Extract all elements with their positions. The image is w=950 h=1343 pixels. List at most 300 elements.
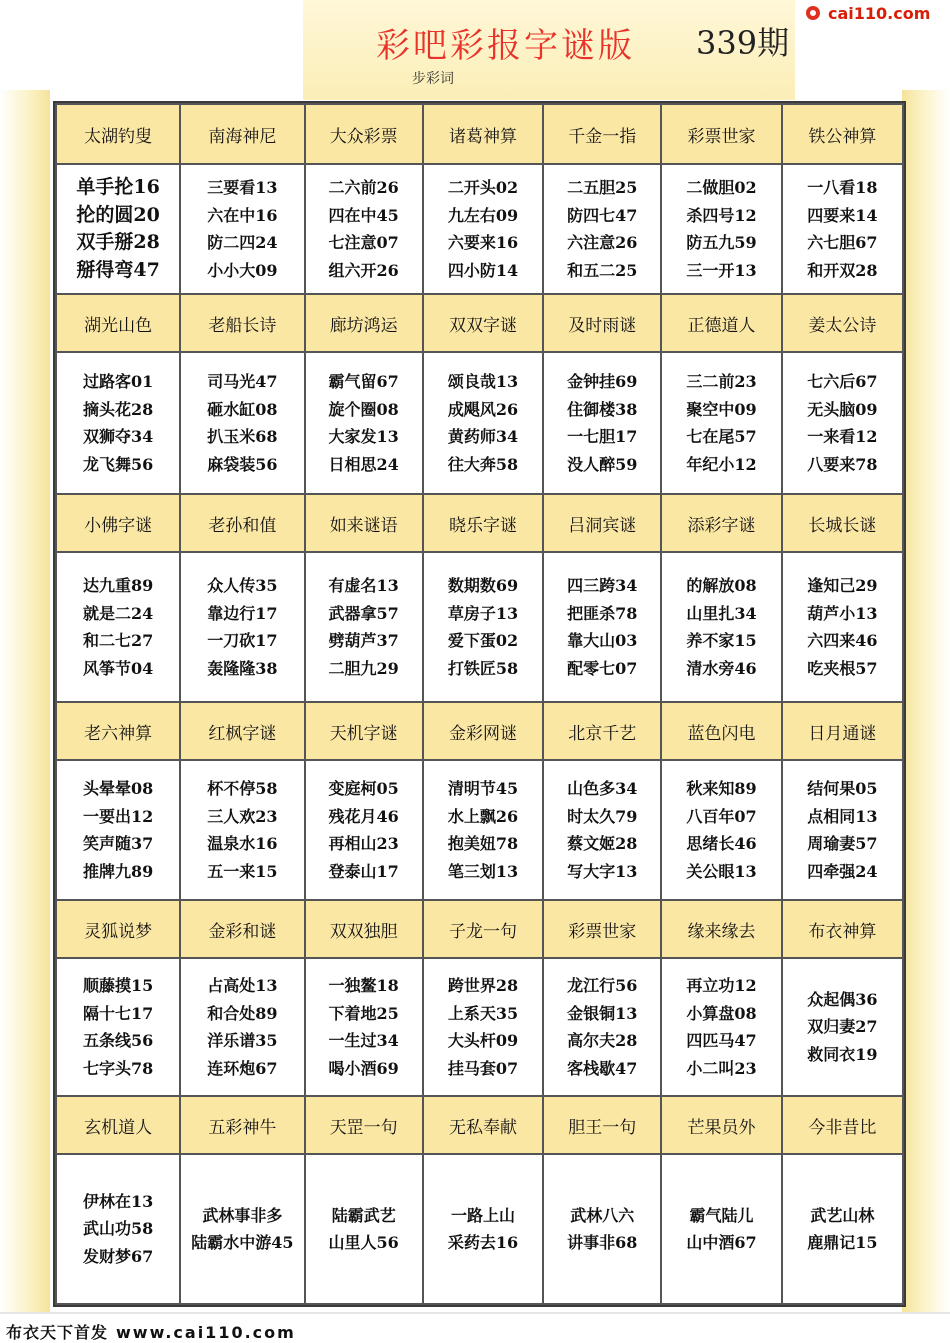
column-author-header: 南海神尼	[180, 104, 304, 164]
riddle-line: 四三跨34	[567, 576, 638, 595]
issue-number: 339期	[696, 24, 790, 62]
riddle-lines	[424, 174, 542, 284]
riddle-line: 小小大09	[207, 260, 278, 280]
column-author-header: 芒果员外	[661, 1096, 781, 1154]
riddle-cell	[543, 352, 661, 494]
riddle-line: 旋个圈08	[328, 399, 399, 419]
riddle-line: 把匪杀78	[567, 603, 638, 623]
riddle-line: 武艺山林	[810, 1205, 875, 1225]
column-author-header: 胆王一句	[543, 1096, 661, 1154]
riddle-line: 一路上山	[450, 1205, 515, 1225]
column-author-header: 金彩网谜	[423, 702, 543, 760]
riddle-lines	[306, 972, 422, 1082]
riddle-line: 抱美妞78	[447, 834, 519, 853]
riddle-line: 发财梦67	[83, 1246, 154, 1266]
column-author-header: 姜太公诗	[782, 294, 903, 352]
riddle-line: 采药去16	[447, 1233, 519, 1252]
riddle-line: 日相思24	[328, 454, 399, 474]
riddle-lines	[306, 1202, 422, 1257]
riddle-line: 吃夹根57	[807, 658, 878, 678]
column-author-header: 小佛字谜	[56, 494, 180, 552]
riddle-line: 和二七27	[83, 631, 154, 650]
column-author-header: 彩票世家	[543, 900, 661, 958]
riddle-line: 客栈歇47	[567, 1058, 638, 1078]
riddle-line: 年纪小12	[686, 454, 757, 474]
riddle-line: 防四七47	[567, 205, 638, 225]
riddle-line: 武器拿57	[328, 603, 399, 623]
riddle-lines	[662, 972, 780, 1082]
riddle-line: 八百年07	[686, 806, 757, 826]
riddle-line: 小算盘08	[686, 1003, 757, 1023]
column-author-header: 玄机道人	[56, 1096, 180, 1154]
riddle-cell	[543, 552, 661, 702]
riddle-lines	[544, 1202, 660, 1257]
riddle-line: 往大奔58	[447, 454, 519, 474]
riddle-cell	[423, 958, 543, 1096]
riddle-cell	[782, 958, 903, 1096]
riddle-line: 二开头02	[447, 178, 519, 197]
riddle-line: 葫芦小13	[807, 603, 878, 623]
column-author-header: 五彩神牛	[180, 1096, 304, 1154]
riddle-line: 有虚名13	[328, 576, 399, 595]
riddle-line: 防二四24	[207, 233, 278, 252]
riddle-grid	[53, 101, 906, 1307]
column-author-header: 吕洞宾谜	[543, 494, 661, 552]
riddle-row	[56, 958, 903, 1096]
riddle-line: 三人欢23	[207, 806, 278, 826]
riddle-row	[56, 1154, 903, 1304]
riddle-cell	[543, 958, 661, 1096]
column-author-header: 添彩字谜	[661, 494, 781, 552]
riddle-line: 救同衣19	[807, 1044, 878, 1064]
riddle-line: 占高处13	[207, 976, 278, 995]
riddle-line: 讲事非68	[567, 1233, 638, 1252]
riddle-line: 和开双28	[807, 260, 878, 280]
brand-logo-icon	[806, 6, 820, 20]
riddle-cell	[56, 1154, 180, 1304]
riddle-line: 再立功12	[686, 976, 757, 995]
column-author-header: 彩票世家	[661, 104, 781, 164]
riddle-line: 数期数69	[447, 576, 519, 595]
riddle-line: 六七胆67	[807, 233, 878, 252]
header-row	[56, 104, 903, 164]
riddle-cell	[180, 958, 304, 1096]
column-author-header: 晓乐字谜	[423, 494, 543, 552]
right-decor-band	[902, 90, 950, 1312]
riddle-line: 靠边行17	[207, 603, 278, 623]
riddle-cell	[180, 760, 304, 900]
riddle-line: 四小防14	[447, 260, 519, 280]
column-author-header: 灵狐说梦	[56, 900, 180, 958]
riddle-line: 时太久79	[567, 806, 638, 826]
riddle-lines	[306, 775, 422, 885]
riddle-line: 司马光47	[207, 372, 278, 391]
title-subtext-fragment: 步彩词	[412, 71, 454, 87]
riddle-cell	[305, 164, 423, 294]
riddle-line: 四匹马47	[686, 1031, 757, 1050]
riddle-cell	[305, 352, 423, 494]
riddle-line: 连环炮67	[207, 1058, 278, 1078]
riddle-line: 洋乐谱35	[207, 1031, 278, 1050]
riddle-lines	[57, 368, 179, 478]
riddle-cell	[423, 352, 543, 494]
riddle-lines	[544, 972, 660, 1082]
brand-site: cai110.com	[828, 4, 931, 23]
riddle-line: 就是二24	[83, 603, 154, 623]
riddle-lines	[181, 972, 303, 1082]
riddle-line: 金银铜13	[567, 1003, 638, 1023]
riddle-line: 聚空中09	[686, 399, 757, 419]
riddle-line: 四牵强24	[807, 861, 878, 881]
riddle-line: 六要来16	[447, 233, 519, 252]
riddle-line: 砸水缸08	[207, 399, 278, 419]
riddle-cell	[180, 1154, 304, 1304]
riddle-line: 的解放08	[686, 576, 757, 595]
riddle-line: 众人传35	[207, 576, 278, 595]
riddle-line: 小二叫23	[686, 1058, 757, 1078]
column-author-header: 长城长谜	[782, 494, 903, 552]
column-author-header: 千金一指	[543, 104, 661, 164]
riddle-line: 变庭柯05	[328, 779, 399, 798]
riddle-row	[56, 164, 903, 294]
riddle-line: 山里扎34	[686, 603, 757, 623]
riddle-cell	[423, 164, 543, 294]
riddle-line: 大家发13	[328, 427, 399, 446]
riddle-line: 过路客01	[83, 372, 154, 391]
column-author-header: 老六神算	[56, 702, 180, 760]
riddle-line: 思绪长46	[686, 834, 757, 853]
footer-text: 布衣天下首发	[6, 1323, 109, 1342]
riddle-line: 组六开26	[328, 260, 399, 280]
riddle-cell	[56, 352, 180, 494]
column-author-header: 廊坊鸿运	[305, 294, 423, 352]
riddle-cell	[56, 760, 180, 900]
riddle-line: 一来看12	[807, 427, 878, 446]
riddle-line: 六四来46	[807, 631, 878, 650]
riddle-lines	[544, 572, 660, 682]
riddle-cell	[56, 958, 180, 1096]
riddle-line: 颂良哉13	[447, 372, 519, 391]
riddle-line: 劈葫芦37	[328, 631, 399, 650]
riddle-lines	[424, 368, 542, 478]
riddle-line: 笑声随37	[83, 834, 154, 853]
riddle-line: 武林八六	[570, 1205, 635, 1225]
riddle-cell	[661, 958, 781, 1096]
riddle-line: 没人醉59	[567, 454, 638, 474]
riddle-line: 山中酒67	[686, 1233, 757, 1252]
riddle-line: 轰隆隆38	[207, 658, 278, 678]
riddle-table	[55, 103, 904, 1305]
riddle-lines	[424, 972, 542, 1082]
riddle-line: 双狮夺34	[83, 427, 154, 446]
riddle-line: 伊林在13	[83, 1191, 154, 1211]
riddle-line: 和合处89	[207, 1003, 278, 1023]
column-author-header: 蓝色闪电	[661, 702, 781, 760]
column-author-header: 北京千艺	[543, 702, 661, 760]
riddle-lines	[57, 972, 179, 1082]
riddle-line: 隔十七17	[83, 1003, 154, 1023]
riddle-line: 大头杆09	[447, 1031, 519, 1050]
riddle-line: 龙江行56	[567, 976, 638, 995]
page-title: 彩吧彩报字谜版	[376, 26, 635, 66]
riddle-lines	[306, 174, 422, 284]
riddle-lines	[783, 1202, 902, 1257]
riddle-line: 残花月46	[328, 806, 399, 826]
riddle-line: 龙飞舞56	[83, 454, 154, 474]
riddle-line: 武山功58	[83, 1219, 154, 1239]
riddle-line: 七六后67	[807, 372, 878, 391]
riddle-line: 高尔夫28	[567, 1031, 638, 1050]
riddle-line: 二胆九29	[328, 658, 399, 678]
riddle-line: 四在中45	[328, 205, 399, 225]
riddle-lines	[662, 174, 780, 284]
riddle-lines	[544, 368, 660, 478]
riddle-cell	[661, 1154, 781, 1304]
riddle-line: 登泰山17	[328, 861, 399, 881]
column-author-header: 金彩和谜	[180, 900, 304, 958]
column-author-header: 子龙一句	[423, 900, 543, 958]
riddle-line: 秋来知89	[686, 779, 757, 798]
riddle-line: 鹿鼎记15	[807, 1233, 878, 1252]
riddle-line: 双归妻27	[807, 1017, 878, 1037]
column-author-header: 双双独胆	[305, 900, 423, 958]
riddle-lines	[57, 572, 179, 682]
riddle-line: 逢知己29	[807, 576, 878, 595]
riddle-cell	[782, 760, 903, 900]
riddle-lines	[783, 368, 902, 478]
riddle-line: 再相山23	[328, 834, 399, 853]
riddle-line: 结何果05	[807, 779, 878, 798]
riddle-cell	[180, 552, 304, 702]
riddle-lines	[424, 775, 542, 885]
riddle-line: 一要出12	[83, 806, 154, 826]
riddle-cell	[661, 760, 781, 900]
riddle-cell	[305, 958, 423, 1096]
header-row	[56, 702, 903, 760]
riddle-line: 三要看13	[207, 178, 278, 197]
riddle-cell	[661, 552, 781, 702]
riddle-line: 六注意26	[567, 233, 638, 252]
riddle-line: 四要来14	[807, 205, 878, 225]
riddle-lines	[57, 775, 179, 885]
riddle-line: 单手抡16	[76, 176, 160, 198]
riddle-line: 养不家15	[686, 631, 757, 650]
riddle-cell	[423, 552, 543, 702]
column-author-header: 太湖钓叟	[56, 104, 180, 164]
riddle-lines	[783, 572, 902, 682]
column-author-header: 诸葛神算	[423, 104, 543, 164]
riddle-line: 陆霸武艺	[331, 1205, 396, 1225]
riddle-line: 挂马套07	[447, 1058, 519, 1078]
column-author-header: 天罡一句	[305, 1096, 423, 1154]
riddle-line: 山里人56	[328, 1233, 399, 1252]
left-decor-band	[0, 90, 50, 1312]
riddle-cell	[661, 352, 781, 494]
riddle-row	[56, 552, 903, 702]
riddle-line: 喝小酒69	[328, 1058, 399, 1078]
riddle-line: 达九重89	[83, 576, 154, 595]
riddle-line: 草房子13	[447, 603, 519, 623]
riddle-line: 点相同13	[807, 806, 878, 826]
column-author-header: 大众彩票	[305, 104, 423, 164]
header-row	[56, 1096, 903, 1154]
riddle-line: 成飓风26	[447, 399, 519, 419]
column-author-header: 红枫字谜	[180, 702, 304, 760]
riddle-lines	[662, 775, 780, 885]
riddle-line: 一独鳌18	[328, 976, 399, 995]
column-author-header: 铁公神算	[782, 104, 903, 164]
riddle-line: 清明节45	[447, 779, 519, 798]
riddle-line: 金钟挂69	[567, 372, 638, 391]
riddle-cell	[782, 552, 903, 702]
riddle-line: 一生过34	[328, 1031, 399, 1050]
riddle-cell	[782, 352, 903, 494]
riddle-line: 武林事非多	[202, 1205, 283, 1225]
riddle-lines	[306, 368, 422, 478]
riddle-lines	[57, 174, 179, 284]
riddle-line: 水上飘26	[447, 806, 519, 826]
riddle-line: 上系天35	[447, 1003, 519, 1023]
riddle-line: 一七胆17	[567, 427, 638, 446]
riddle-line: 无头脑09	[807, 399, 878, 419]
riddle-cell	[180, 352, 304, 494]
footer-divider	[0, 1312, 950, 1314]
riddle-line: 三二前23	[686, 372, 757, 391]
riddle-lines	[544, 174, 660, 284]
riddle-cell	[543, 164, 661, 294]
riddle-line: 爱下蛋02	[447, 631, 519, 650]
riddle-line: 霸气留67	[328, 372, 399, 391]
riddle-lines	[783, 775, 902, 885]
riddle-lines	[181, 368, 303, 478]
header-row	[56, 494, 903, 552]
riddle-line: 二六前26	[328, 178, 399, 197]
riddle-line: 麻袋装56	[207, 454, 278, 474]
riddle-cell	[56, 552, 180, 702]
riddle-line: 头晕晕08	[83, 779, 154, 798]
riddle-line: 关公眼13	[686, 861, 757, 881]
riddle-lines	[424, 1202, 542, 1257]
riddle-line: 住御楼38	[567, 399, 638, 419]
riddle-line: 一刀砍17	[207, 631, 278, 650]
riddle-line: 抡的圆20	[76, 203, 160, 226]
footer-url: www.cai110.com	[116, 1323, 296, 1342]
riddle-line: 写大字13	[567, 861, 638, 881]
riddle-cell	[305, 552, 423, 702]
riddle-row	[56, 760, 903, 900]
riddle-line: 笔三划13	[447, 861, 519, 881]
riddle-line: 蔡文姬28	[567, 834, 638, 853]
riddle-line: 下着地25	[328, 1003, 399, 1023]
riddle-lines	[662, 572, 780, 682]
riddle-lines	[662, 1202, 780, 1257]
riddle-lines	[306, 572, 422, 682]
riddle-line: 掰得弯47	[76, 258, 160, 281]
column-author-header: 双双字谜	[423, 294, 543, 352]
riddle-line: 黄药师34	[447, 427, 519, 446]
riddle-line: 七字头78	[83, 1058, 154, 1078]
header-row	[56, 294, 903, 352]
riddle-line: 七注意07	[328, 233, 399, 252]
column-author-header: 日月通谜	[782, 702, 903, 760]
riddle-lines	[57, 1188, 179, 1271]
riddle-cell	[661, 164, 781, 294]
riddle-line: 杀四号12	[686, 205, 757, 225]
riddle-line: 风筝节04	[83, 658, 154, 678]
riddle-line: 配零七07	[567, 658, 638, 678]
riddle-line: 六在中16	[207, 205, 278, 225]
riddle-line: 八要来78	[807, 454, 878, 474]
footer	[6, 1320, 296, 1343]
riddle-line: 陆霸水中游45	[191, 1233, 294, 1252]
riddle-line: 靠大山03	[567, 631, 638, 650]
riddle-cell	[305, 760, 423, 900]
riddle-line: 温泉水16	[207, 834, 278, 853]
riddle-lines	[181, 174, 303, 284]
riddle-line: 七在尾57	[686, 427, 757, 446]
column-author-header: 缘来缘去	[661, 900, 781, 958]
riddle-cell	[305, 1154, 423, 1304]
riddle-line: 防五九59	[686, 233, 757, 252]
column-author-header: 湖光山色	[56, 294, 180, 352]
riddle-lines	[181, 1202, 303, 1257]
riddle-line: 二五胆25	[567, 178, 638, 197]
riddle-line: 五一来15	[207, 861, 278, 881]
riddle-line: 一八看18	[807, 178, 878, 197]
riddle-lines	[783, 986, 902, 1069]
riddle-line: 霸气陆儿	[689, 1205, 754, 1225]
riddle-line: 周瑜妻57	[807, 834, 878, 853]
riddle-line: 跨世界28	[447, 976, 519, 995]
column-author-header: 正德道人	[661, 294, 781, 352]
riddle-lines	[181, 572, 303, 682]
riddle-row	[56, 352, 903, 494]
riddle-line: 九左右09	[447, 205, 519, 225]
column-author-header: 布衣神算	[782, 900, 903, 958]
riddle-line: 清水旁46	[686, 658, 757, 678]
riddle-lines	[181, 775, 303, 885]
riddle-line: 五条线56	[83, 1031, 154, 1050]
riddle-cell	[56, 164, 180, 294]
riddle-line: 推牌九89	[83, 861, 154, 881]
column-author-header: 老船长诗	[180, 294, 304, 352]
riddle-lines	[783, 174, 902, 284]
riddle-line: 顺藤摸15	[83, 976, 154, 995]
riddle-cell	[543, 1154, 661, 1304]
riddle-line: 双手掰28	[76, 231, 160, 253]
riddle-line: 众起偶36	[807, 989, 878, 1009]
column-author-header: 如来谜语	[305, 494, 423, 552]
column-author-header: 今非昔比	[782, 1096, 903, 1154]
riddle-line: 打铁匠58	[447, 658, 519, 678]
riddle-line: 和五二25	[567, 260, 638, 280]
riddle-line: 摘头花28	[83, 399, 154, 419]
riddle-cell	[543, 760, 661, 900]
riddle-cell	[782, 1154, 903, 1304]
riddle-line: 二做胆02	[686, 178, 757, 197]
riddle-line: 山色多34	[567, 779, 638, 798]
riddle-lines	[424, 572, 542, 682]
column-author-header: 及时雨谜	[543, 294, 661, 352]
riddle-cell	[180, 164, 304, 294]
riddle-lines	[544, 775, 660, 885]
riddle-line: 扒玉米68	[207, 427, 278, 446]
riddle-cell	[782, 164, 903, 294]
riddle-cell	[423, 760, 543, 900]
column-author-header: 无私奉献	[423, 1096, 543, 1154]
riddle-line: 杯不停58	[207, 779, 278, 798]
column-author-header: 老孙和值	[180, 494, 304, 552]
